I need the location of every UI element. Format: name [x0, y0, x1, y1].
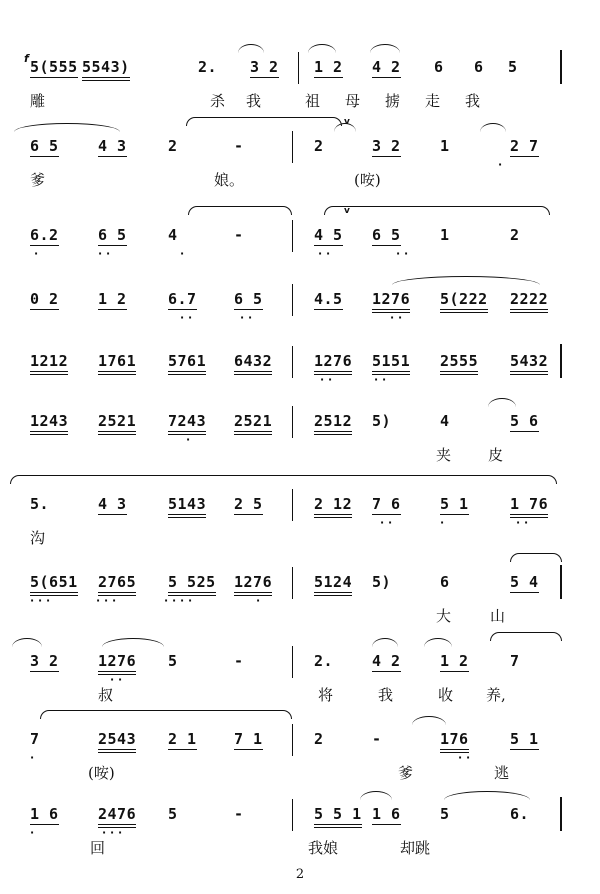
score-row [0, 730, 600, 790]
barline [292, 489, 293, 521]
octave-dots: · [440, 516, 445, 529]
score-row [0, 52, 600, 118]
score-row [0, 805, 600, 865]
note-group: 4 [168, 226, 178, 244]
octave-dots: · · [516, 516, 529, 529]
dynamic-marking: f [24, 52, 29, 65]
lyric-text: 叔 [98, 686, 114, 704]
note-group: 1761 [98, 352, 136, 375]
note-group: 5 [508, 58, 518, 76]
lyric-text: 我 [246, 92, 262, 110]
slur-arc [372, 638, 398, 647]
lyric-text: 收 [438, 686, 454, 704]
note-group: - [372, 730, 382, 748]
barline [292, 220, 293, 252]
note-group: 6 5 [234, 290, 263, 308]
slur-arc [308, 44, 336, 53]
slur-arc [480, 123, 506, 132]
note-group: 3 2 [250, 58, 279, 76]
note-group: 0 2 [30, 290, 59, 308]
note-group: 7 [510, 652, 520, 670]
slur-arc [412, 716, 446, 725]
octave-dots: · · [374, 373, 387, 386]
note-group: 5 525 [168, 573, 216, 596]
score-row [0, 495, 600, 555]
lyric-text: 回 [90, 839, 106, 857]
note-group: 5(651 [30, 573, 78, 596]
slur-arc [360, 791, 392, 800]
octave-dots: · [186, 433, 191, 446]
barline [292, 724, 293, 756]
note-group: 6. [510, 805, 530, 823]
note-group: 2 [168, 137, 178, 155]
note-group: 5143 [168, 495, 206, 518]
note-group: - [234, 805, 244, 823]
barline [292, 284, 293, 316]
lyric-text: 却跳 [400, 839, 431, 857]
slur-arc [102, 638, 164, 647]
note-group: 1 6 [30, 805, 59, 823]
octave-dots: · [180, 247, 185, 260]
score-row [0, 573, 600, 633]
octave-dots: · [34, 247, 39, 260]
barline [292, 799, 293, 831]
note-group: 7 6 [372, 495, 401, 513]
note-group: 5 1 [440, 495, 469, 513]
note-group: 2 [510, 226, 520, 244]
note-group: - [234, 226, 244, 244]
note-group: 6 5 [372, 226, 401, 244]
lyric-text: 逃 [494, 764, 510, 782]
lyric-text: 皮 [488, 446, 504, 464]
note-group: 2222 [510, 290, 548, 313]
phrase-bracket [10, 475, 557, 484]
barline-end [560, 50, 562, 84]
barline-end [560, 344, 562, 378]
note-group: 2. [314, 652, 334, 670]
note-group: 6 [474, 58, 484, 76]
barline [292, 131, 293, 163]
barline [292, 567, 293, 599]
note-group: 176 [440, 730, 469, 753]
octave-dots: · · [318, 247, 331, 260]
note-group: 7243 [168, 412, 206, 435]
note-group: 5 [168, 652, 178, 670]
lyric-text: 我 [465, 92, 481, 110]
octave-dots: · · · [102, 826, 123, 839]
breath-mark: v [344, 206, 350, 216]
note-group: 1 76 [510, 495, 548, 518]
note-group: 1 2 [98, 290, 127, 308]
note-group: 2512 [314, 412, 352, 435]
note-group: 5124 [314, 573, 352, 596]
note-group: 3 2 [372, 137, 401, 155]
octave-dots: · · [458, 751, 471, 764]
lyric-text: 杀 [210, 92, 226, 110]
note-group: 5 [440, 805, 450, 823]
note-group: 5 [168, 805, 178, 823]
score-row [0, 652, 600, 712]
note-group: 2555 [440, 352, 478, 375]
lyric-text: 走 [425, 92, 441, 110]
note-group: - [234, 652, 244, 670]
note-group: 5 4 [510, 573, 539, 591]
lyric-text: 爹 [398, 764, 414, 782]
page-number: 2 [295, 867, 305, 882]
lyric-text: (咹) [88, 764, 115, 782]
octave-dots: · · · [96, 594, 117, 607]
note-group: 5761 [168, 352, 206, 375]
note-group: 6 [434, 58, 444, 76]
note-group: 5) [372, 412, 392, 430]
score-row [0, 290, 600, 350]
phrase-bracket [510, 553, 562, 562]
barline [298, 52, 299, 84]
note-group: 7 1 [234, 730, 263, 748]
octave-dots: · · [240, 311, 253, 324]
lyric-text: 我 [378, 686, 394, 704]
note-group: 1276 [372, 290, 410, 313]
note-group: 4 2 [372, 58, 401, 76]
note-group: 5 5 1 [314, 805, 362, 828]
note-group: 2521 [234, 412, 272, 435]
octave-dots: · · [396, 247, 409, 260]
lyric-text: 祖 [305, 92, 321, 110]
octave-dots: · · [380, 516, 393, 529]
note-group: 2 12 [314, 495, 352, 518]
note-group: 5) [372, 573, 392, 591]
octave-dots: · · [180, 311, 193, 324]
note-group: 1 [440, 226, 450, 244]
note-group: 2 [314, 730, 324, 748]
note-group: 6 5 [98, 226, 127, 244]
note-group: 7 [30, 730, 40, 748]
lyric-text: 夹 [436, 446, 452, 464]
note-group: 4 [440, 412, 450, 430]
phrase-bracket [490, 632, 562, 641]
barline [292, 646, 293, 678]
barline-end [560, 565, 562, 599]
phrase-bracket [188, 206, 292, 215]
octave-dots: · · [320, 373, 333, 386]
octave-dots: · · [98, 247, 111, 260]
note-group: 2765 [98, 573, 136, 596]
note-group: 5(555 [30, 58, 78, 76]
note-group: 2. [198, 58, 218, 76]
note-group: 1243 [30, 412, 68, 435]
slur-arc [14, 123, 120, 132]
note-group: 6.2 [30, 226, 59, 244]
phrase-bracket [40, 710, 292, 719]
note-group: 1 2 [440, 652, 469, 670]
slur-arc [238, 44, 264, 53]
lyric-text: 母 [345, 92, 361, 110]
note-group: 6 [440, 573, 450, 591]
slur-arc [12, 638, 42, 647]
slur-arc [370, 44, 400, 53]
lyric-text: 掳 [385, 92, 401, 110]
note-group: 1 6 [372, 805, 401, 823]
note-group: 2521 [98, 412, 136, 435]
note-group: 1276 [234, 573, 272, 596]
note-group: 2 7 [510, 137, 539, 155]
lyric-text: 大 [436, 607, 452, 625]
note-group: 5(222 [440, 290, 488, 313]
phrase-bracket [324, 206, 550, 215]
note-group: 5 6 [510, 412, 539, 430]
slur-arc [444, 791, 530, 800]
note-group: 2 [314, 137, 324, 155]
barline-end [560, 797, 562, 831]
lyric-text: 娘。 [214, 171, 245, 189]
note-group: 1276 [314, 352, 352, 375]
barline [292, 406, 293, 438]
note-group: 5151 [372, 352, 410, 375]
note-group: 2 5 [234, 495, 263, 513]
score-row [0, 117, 600, 197]
octave-dots: · · · · [164, 594, 193, 607]
lyric-text: (咹) [354, 171, 381, 189]
note-group: 4 3 [98, 137, 127, 155]
lyric-text: 雕 [30, 92, 46, 110]
lyric-text: 养, [486, 686, 506, 704]
note-group: 4 2 [372, 652, 401, 670]
lyric-text: 我娘 [308, 839, 339, 857]
octave-dots: · [30, 826, 35, 839]
note-group: 6.7 [168, 290, 197, 308]
octave-dots: · [256, 594, 261, 607]
note-group: 4.5 [314, 290, 343, 308]
note-group: - [234, 137, 244, 155]
octave-dots: · · [110, 673, 123, 686]
note-group: 5. [30, 495, 50, 513]
score-row [0, 412, 600, 472]
octave-dots: · [498, 158, 503, 171]
octave-dots: · · [390, 311, 403, 324]
note-group: 1 [440, 137, 450, 155]
octave-dots: · · · [30, 594, 51, 607]
note-group: 6 5 [30, 137, 59, 155]
slur-arc [424, 638, 452, 647]
note-group: 2476 [98, 805, 136, 828]
note-group: 4 3 [98, 495, 127, 513]
note-group: 1 2 [314, 58, 343, 76]
note-group: 1276 [98, 652, 136, 675]
note-group: 2543 [98, 730, 136, 753]
note-group: 5432 [510, 352, 548, 375]
lyric-text: 沟 [30, 529, 46, 547]
note-group: 2 1 [168, 730, 197, 748]
note-group: 5 1 [510, 730, 539, 748]
phrase-bracket [186, 117, 342, 126]
breath-mark: v [344, 117, 350, 127]
note-group: 6432 [234, 352, 272, 375]
note-group: 1212 [30, 352, 68, 375]
note-group: 5543) [82, 58, 130, 81]
octave-dots: · [30, 751, 35, 764]
lyric-text: 爹 [30, 171, 46, 189]
note-group: 4 5 [314, 226, 343, 244]
barline [292, 346, 293, 378]
lyric-text: 将 [318, 686, 334, 704]
lyric-text: 山 [490, 607, 506, 625]
note-group: 3 2 [30, 652, 59, 670]
